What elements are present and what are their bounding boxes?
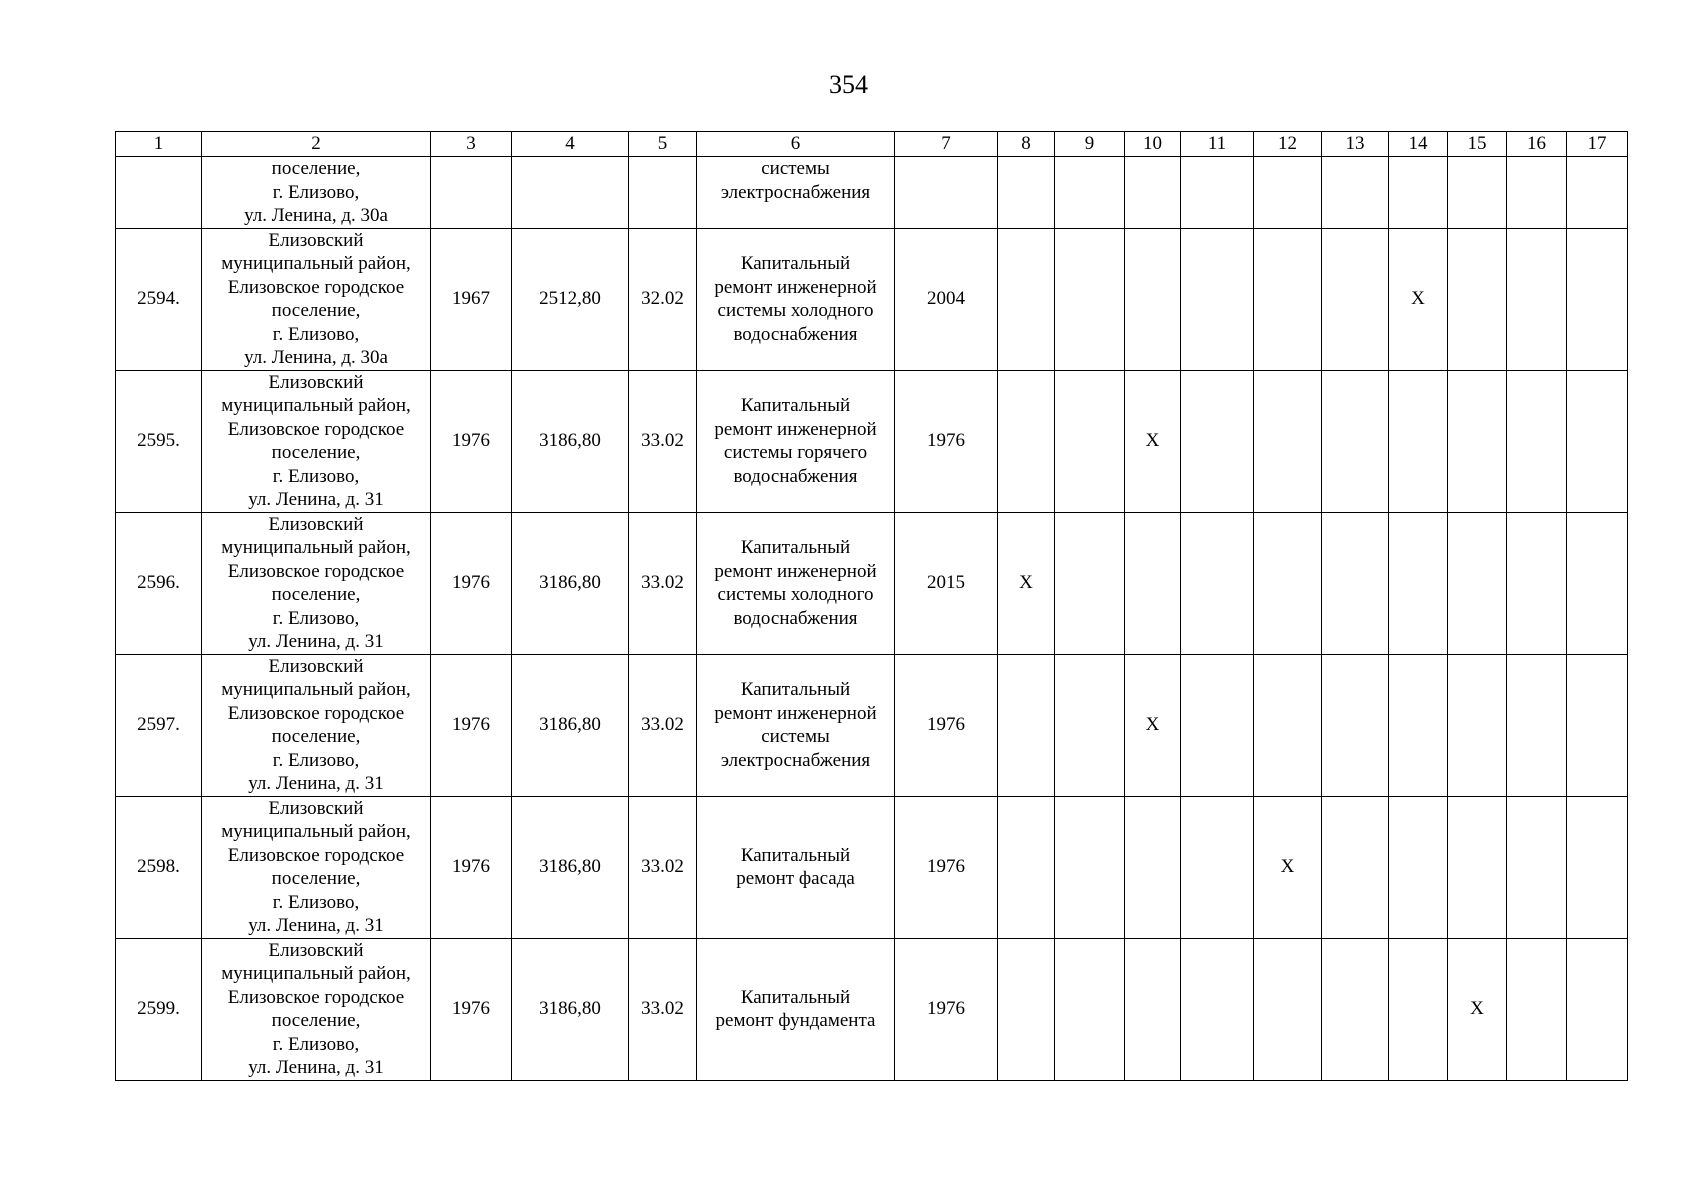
last-repair-cell: 1976	[895, 654, 998, 796]
period-cell	[1389, 157, 1448, 229]
period-cell	[1322, 796, 1389, 938]
period-cell	[1448, 512, 1507, 654]
table-row	[116, 796, 1628, 938]
row-number-cell: 2594.	[116, 228, 202, 370]
period-cell	[1448, 157, 1507, 229]
period-cell	[1389, 796, 1448, 938]
table-row	[116, 370, 1628, 512]
work-type-cell: Капитальный ремонт фундамента	[697, 938, 895, 1080]
period-cell	[998, 228, 1055, 370]
period-cell	[1389, 938, 1448, 1080]
period-cell	[1322, 370, 1389, 512]
period-cell	[1254, 370, 1322, 512]
table-row	[116, 938, 1628, 1080]
header-cell: 2	[202, 132, 431, 157]
last-repair-cell	[895, 157, 998, 229]
period-cell	[998, 938, 1055, 1080]
row-number-cell: 2599.	[116, 938, 202, 1080]
period-cell	[1567, 157, 1628, 229]
period-cell	[1389, 512, 1448, 654]
period-cell	[1055, 370, 1125, 512]
period-cell	[998, 796, 1055, 938]
work-type-cell: Капитальный ремонт инженерной системы холодного водоснабжения	[697, 512, 895, 654]
work-type-cell: Капитальный ремонт инженерной системы горячего водоснабжения	[697, 370, 895, 512]
year-cell: 1976	[431, 654, 512, 796]
mark-cell: Х	[1389, 228, 1448, 370]
period-cell	[1125, 796, 1181, 938]
address-cell: поселение, г. Елизово, ул. Ленина, д. 30а	[202, 157, 431, 229]
area-cell: 3186,80	[512, 796, 629, 938]
area-cell: 3186,80	[512, 370, 629, 512]
period-cell	[1125, 938, 1181, 1080]
period-cell	[1448, 654, 1507, 796]
period-cell	[1055, 796, 1125, 938]
period-cell	[1055, 654, 1125, 796]
address-cell: Елизовский муниципальный район, Елизовское городское поселение, г. Елизово, ул. Ленина, д. 31	[202, 370, 431, 512]
table-row	[116, 654, 1628, 796]
continued-row	[116, 157, 1628, 229]
header-cell: 1	[116, 132, 202, 157]
header-cell: 14	[1389, 132, 1448, 157]
address-cell: Елизовский муниципальный район, Елизовское городское поселение, г. Елизово, ул. Ленина, д. 31	[202, 938, 431, 1080]
address-cell: Елизовский муниципальный район, Елизовское городское поселение, г. Елизово, ул. Ленина, д. 31	[202, 654, 431, 796]
year-cell: 1976	[431, 512, 512, 654]
table-row	[116, 512, 1628, 654]
header-cell: 15	[1448, 132, 1507, 157]
period-cell	[1055, 512, 1125, 654]
year-cell: 1967	[431, 228, 512, 370]
period-cell	[1507, 370, 1567, 512]
header-cell: 8	[998, 132, 1055, 157]
period-cell	[1181, 654, 1254, 796]
repair-schedule-table	[115, 131, 1628, 1081]
address-cell: Елизовский муниципальный район, Елизовское городское поселение, г. Елизово, ул. Ленина, д. 30а	[202, 228, 431, 370]
period-cell	[1567, 370, 1628, 512]
period-cell	[1181, 512, 1254, 654]
area-cell: 3186,80	[512, 654, 629, 796]
last-repair-cell: 1976	[895, 796, 998, 938]
period-cell	[1322, 938, 1389, 1080]
header-cell: 4	[512, 132, 629, 157]
period-cell	[1448, 796, 1507, 938]
period-cell	[1507, 938, 1567, 1080]
header-cell: 9	[1055, 132, 1125, 157]
period-cell	[1567, 654, 1628, 796]
period-cell	[1448, 228, 1507, 370]
period-cell	[1567, 512, 1628, 654]
code-cell: 33.02	[629, 796, 697, 938]
header-cell: 16	[1507, 132, 1567, 157]
work-type-cell: системы электроснабжения	[697, 157, 895, 229]
year-cell: 1976	[431, 370, 512, 512]
header-cell: 13	[1322, 132, 1389, 157]
row-number-cell: 2596.	[116, 512, 202, 654]
header-cell: 5	[629, 132, 697, 157]
period-cell	[1567, 796, 1628, 938]
period-cell	[1055, 228, 1125, 370]
period-cell	[1507, 654, 1567, 796]
year-cell: 1976	[431, 938, 512, 1080]
code-cell	[629, 157, 697, 229]
area-cell: 3186,80	[512, 512, 629, 654]
header-cell: 3	[431, 132, 512, 157]
header-cell: 6	[697, 132, 895, 157]
period-cell	[1567, 938, 1628, 1080]
header-cell: 10	[1125, 132, 1181, 157]
period-cell	[1507, 228, 1567, 370]
row-number-cell: 2595.	[116, 370, 202, 512]
period-cell	[1254, 157, 1322, 229]
period-cell	[1055, 157, 1125, 229]
area-cell	[512, 157, 629, 229]
mark-cell: Х	[1125, 654, 1181, 796]
period-cell	[998, 654, 1055, 796]
period-cell	[1254, 938, 1322, 1080]
period-cell	[1181, 796, 1254, 938]
code-cell: 33.02	[629, 654, 697, 796]
period-cell	[1322, 654, 1389, 796]
last-repair-cell: 2004	[895, 228, 998, 370]
work-type-cell: Капитальный ремонт инженерной системы электроснабжения	[697, 654, 895, 796]
code-cell: 33.02	[629, 512, 697, 654]
mark-cell: Х	[998, 512, 1055, 654]
period-cell	[1125, 157, 1181, 229]
period-cell	[1507, 796, 1567, 938]
year-cell	[431, 157, 512, 229]
code-cell: 33.02	[629, 938, 697, 1080]
last-repair-cell: 1976	[895, 370, 998, 512]
mark-cell: Х	[1254, 796, 1322, 938]
row-number-cell: 2597.	[116, 654, 202, 796]
last-repair-cell: 2015	[895, 512, 998, 654]
header-cell: 12	[1254, 132, 1322, 157]
period-cell	[1254, 228, 1322, 370]
period-cell	[1254, 512, 1322, 654]
period-cell	[998, 157, 1055, 229]
work-type-cell: Капитальный ремонт фасада	[697, 796, 895, 938]
address-cell: Елизовский муниципальный район, Елизовское городское поселение, г. Елизово, ул. Ленина, д. 31	[202, 796, 431, 938]
row-number-cell: 2598.	[116, 796, 202, 938]
period-cell	[1181, 938, 1254, 1080]
period-cell	[1507, 512, 1567, 654]
header-cell: 7	[895, 132, 998, 157]
column-number-header	[116, 132, 1628, 157]
period-cell	[1322, 228, 1389, 370]
page-number: 354	[829, 70, 868, 99]
period-cell	[1181, 228, 1254, 370]
period-cell	[1055, 938, 1125, 1080]
last-repair-cell: 1976	[895, 938, 998, 1080]
period-cell	[1254, 654, 1322, 796]
period-cell	[1181, 370, 1254, 512]
year-cell: 1976	[431, 796, 512, 938]
code-cell: 32.02	[629, 228, 697, 370]
row-number-cell	[116, 157, 202, 229]
period-cell	[1181, 157, 1254, 229]
work-type-cell: Капитальный ремонт инженерной системы холодного водоснабжения	[697, 228, 895, 370]
code-cell: 33.02	[629, 370, 697, 512]
period-cell	[1389, 654, 1448, 796]
header-cell: 11	[1181, 132, 1254, 157]
mark-cell: Х	[1448, 938, 1507, 1080]
header-cell: 17	[1567, 132, 1628, 157]
period-cell	[998, 370, 1055, 512]
period-cell	[1507, 157, 1567, 229]
area-cell: 2512,80	[512, 228, 629, 370]
table-row	[116, 228, 1628, 370]
period-cell	[1125, 512, 1181, 654]
period-cell	[1322, 157, 1389, 229]
address-cell: Елизовский муниципальный район, Елизовское городское поселение, г. Елизово, ул. Ленина, д. 31	[202, 512, 431, 654]
period-cell	[1322, 512, 1389, 654]
period-cell	[1125, 228, 1181, 370]
area-cell: 3186,80	[512, 938, 629, 1080]
mark-cell: Х	[1125, 370, 1181, 512]
period-cell	[1448, 370, 1507, 512]
period-cell	[1567, 228, 1628, 370]
period-cell	[1389, 370, 1448, 512]
